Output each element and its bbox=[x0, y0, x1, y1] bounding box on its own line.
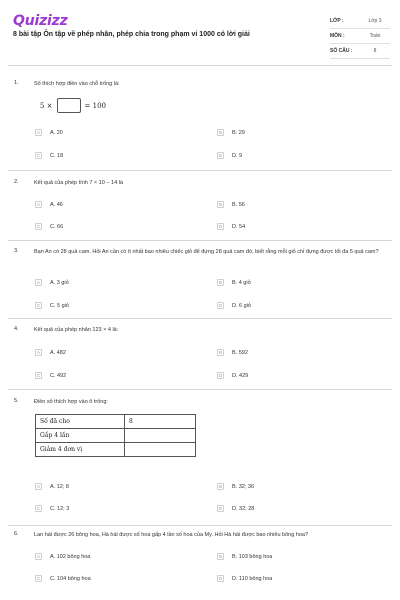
meta-box bbox=[330, 14, 390, 59]
option-badge: B bbox=[218, 130, 222, 135]
meta-row-count bbox=[330, 44, 390, 59]
option-badge: B bbox=[218, 280, 222, 285]
question-text: Lan hái được 26 bông hoa, Hà hái được số hoa gấp 4 lần số hoa của My. Hỏi Hà hái được bao nhiêu bông hoa? bbox=[34, 532, 309, 538]
question-divider bbox=[8, 240, 392, 241]
option-label: B. 4 giỏ bbox=[232, 279, 251, 286]
expr-left: 5 × bbox=[40, 101, 53, 110]
option-badge: D bbox=[218, 153, 223, 158]
option-label: D. 54 bbox=[232, 223, 246, 230]
option-label: D. 9 bbox=[232, 152, 243, 159]
answer-blank bbox=[57, 98, 81, 113]
option-label: B. 592 bbox=[232, 349, 248, 356]
option-a[interactable] bbox=[35, 128, 63, 137]
question-divider bbox=[8, 389, 392, 390]
option-c[interactable] bbox=[35, 151, 63, 160]
option-label: A. 482 bbox=[50, 349, 66, 356]
option-badge: A bbox=[36, 130, 40, 135]
table-cell-blank bbox=[125, 429, 196, 443]
question-text: Kết quả của phép tính 7 × 10 − 14 là bbox=[34, 180, 123, 186]
option-label: B. 32; 36 bbox=[232, 483, 255, 490]
question-divider bbox=[8, 525, 392, 526]
option-label: A. 46 bbox=[50, 201, 63, 208]
option-b[interactable] bbox=[217, 200, 245, 209]
option-b[interactable] bbox=[217, 482, 254, 491]
value-table bbox=[35, 414, 196, 457]
table-cell: 8 bbox=[125, 415, 196, 429]
option-label: A. 3 giỏ bbox=[50, 279, 69, 286]
option-badge: B bbox=[218, 554, 222, 559]
option-badge: C bbox=[36, 303, 41, 308]
option-label: A. 12; 8 bbox=[50, 483, 69, 490]
option-badge: C bbox=[36, 506, 41, 511]
option-label: D. 429 bbox=[232, 372, 249, 379]
question-number: 2. bbox=[14, 179, 19, 185]
option-c[interactable] bbox=[35, 301, 69, 310]
option-label: C. 492 bbox=[50, 372, 67, 379]
option-label: C. 66 bbox=[50, 223, 64, 230]
header-divider bbox=[8, 65, 392, 66]
option-badge: A bbox=[36, 202, 40, 207]
math-expression bbox=[40, 98, 106, 113]
question-number: 4. bbox=[14, 326, 19, 332]
option-c[interactable] bbox=[35, 222, 63, 231]
question-text: Điền số thích hợp vào ô trống: bbox=[34, 399, 108, 405]
table-row bbox=[36, 443, 196, 457]
expr-right: = 100 bbox=[84, 101, 106, 110]
option-label: B. 56 bbox=[232, 201, 245, 208]
quizizz-logo: Quizizz bbox=[13, 13, 68, 29]
question-divider bbox=[8, 318, 392, 319]
question-text: Kết quả của phép nhân 123 × 4 là: bbox=[34, 327, 119, 333]
meta-key: LỚP : bbox=[330, 18, 344, 24]
option-badge: C bbox=[36, 576, 41, 581]
table-cell-blank bbox=[125, 443, 196, 457]
option-label: D. 32; 28 bbox=[232, 505, 255, 512]
option-c[interactable] bbox=[35, 504, 69, 513]
question-number: 5. bbox=[14, 398, 19, 404]
option-d[interactable] bbox=[217, 222, 245, 231]
option-badge: A bbox=[36, 554, 40, 559]
table-row bbox=[36, 415, 196, 429]
question-number: 1. bbox=[14, 80, 19, 86]
option-label: B. 103 bông hoa bbox=[232, 553, 273, 560]
option-badge: A bbox=[36, 484, 40, 489]
option-badge: B bbox=[218, 202, 222, 207]
option-d[interactable] bbox=[217, 371, 248, 380]
table-row bbox=[36, 429, 196, 443]
option-b[interactable] bbox=[217, 348, 248, 357]
option-label: D. 110 bông hoa bbox=[232, 575, 273, 582]
option-label: C. 104 bông hoa bbox=[50, 575, 91, 582]
option-a[interactable] bbox=[35, 278, 69, 287]
option-badge: D bbox=[218, 506, 223, 511]
table-cell: Gấp 4 lần bbox=[36, 429, 125, 443]
option-label: C. 5 giỏ bbox=[50, 302, 69, 309]
meta-row-subject bbox=[330, 29, 390, 44]
table-cell: Giảm 4 đơn vị bbox=[36, 443, 125, 457]
option-a[interactable] bbox=[35, 348, 66, 357]
option-badge: B bbox=[218, 350, 222, 355]
meta-value: 8 bbox=[373, 48, 377, 54]
option-b[interactable] bbox=[217, 278, 251, 287]
option-label: C. 18 bbox=[50, 152, 64, 159]
meta-value: Toán bbox=[369, 33, 381, 39]
option-label: D. 6 giỏ bbox=[232, 302, 251, 309]
option-b[interactable] bbox=[217, 552, 272, 561]
option-badge: C bbox=[36, 153, 41, 158]
option-d[interactable] bbox=[217, 151, 242, 160]
option-badge: C bbox=[36, 224, 41, 229]
question-text: Bạn An có 28 quả cam. Hỏi An cần có ít nhất bao nhiêu chiếc giỏ để đựng 28 quả cam đó, biết rằng mỗi giỏ chỉ đựng được tối đa 5 quả cam? bbox=[34, 249, 379, 255]
meta-value: Lớp 3 bbox=[368, 18, 382, 24]
option-label: B. 29 bbox=[232, 129, 245, 136]
option-d[interactable] bbox=[217, 504, 254, 513]
option-d[interactable] bbox=[217, 301, 251, 310]
question-divider bbox=[8, 170, 392, 171]
option-badge: B bbox=[218, 484, 222, 489]
option-label: A. 20 bbox=[50, 129, 63, 136]
option-a[interactable] bbox=[35, 200, 63, 209]
option-a[interactable] bbox=[35, 482, 69, 491]
option-b[interactable] bbox=[217, 128, 245, 137]
option-label: A. 102 bông hoa bbox=[50, 553, 91, 560]
table-cell: Số đã cho bbox=[36, 415, 125, 429]
option-a[interactable] bbox=[35, 552, 90, 561]
option-badge: D bbox=[218, 576, 223, 581]
option-c[interactable] bbox=[35, 371, 66, 380]
option-badge: D bbox=[218, 224, 223, 229]
question-number: 3. bbox=[14, 248, 19, 254]
option-badge: D bbox=[218, 373, 223, 378]
option-c[interactable] bbox=[35, 574, 91, 583]
meta-row-grade bbox=[330, 14, 390, 29]
meta-key: SỐ CÂU : bbox=[330, 48, 353, 54]
option-d[interactable] bbox=[217, 574, 272, 583]
page-title: 8 bài tập Ôn tập về phép nhân, phép chia trong phạm vi 1000 có lời giải bbox=[13, 31, 250, 38]
question-text: Số thích hợp điền vào chỗ trống là: bbox=[34, 81, 120, 87]
option-badge: A bbox=[36, 350, 40, 355]
question-number: 6. bbox=[14, 531, 19, 537]
option-badge: D bbox=[218, 303, 223, 308]
option-badge: C bbox=[36, 373, 41, 378]
meta-key: MÔN : bbox=[330, 33, 345, 39]
option-badge: A bbox=[36, 280, 40, 285]
option-label: C. 12; 3 bbox=[50, 505, 70, 512]
